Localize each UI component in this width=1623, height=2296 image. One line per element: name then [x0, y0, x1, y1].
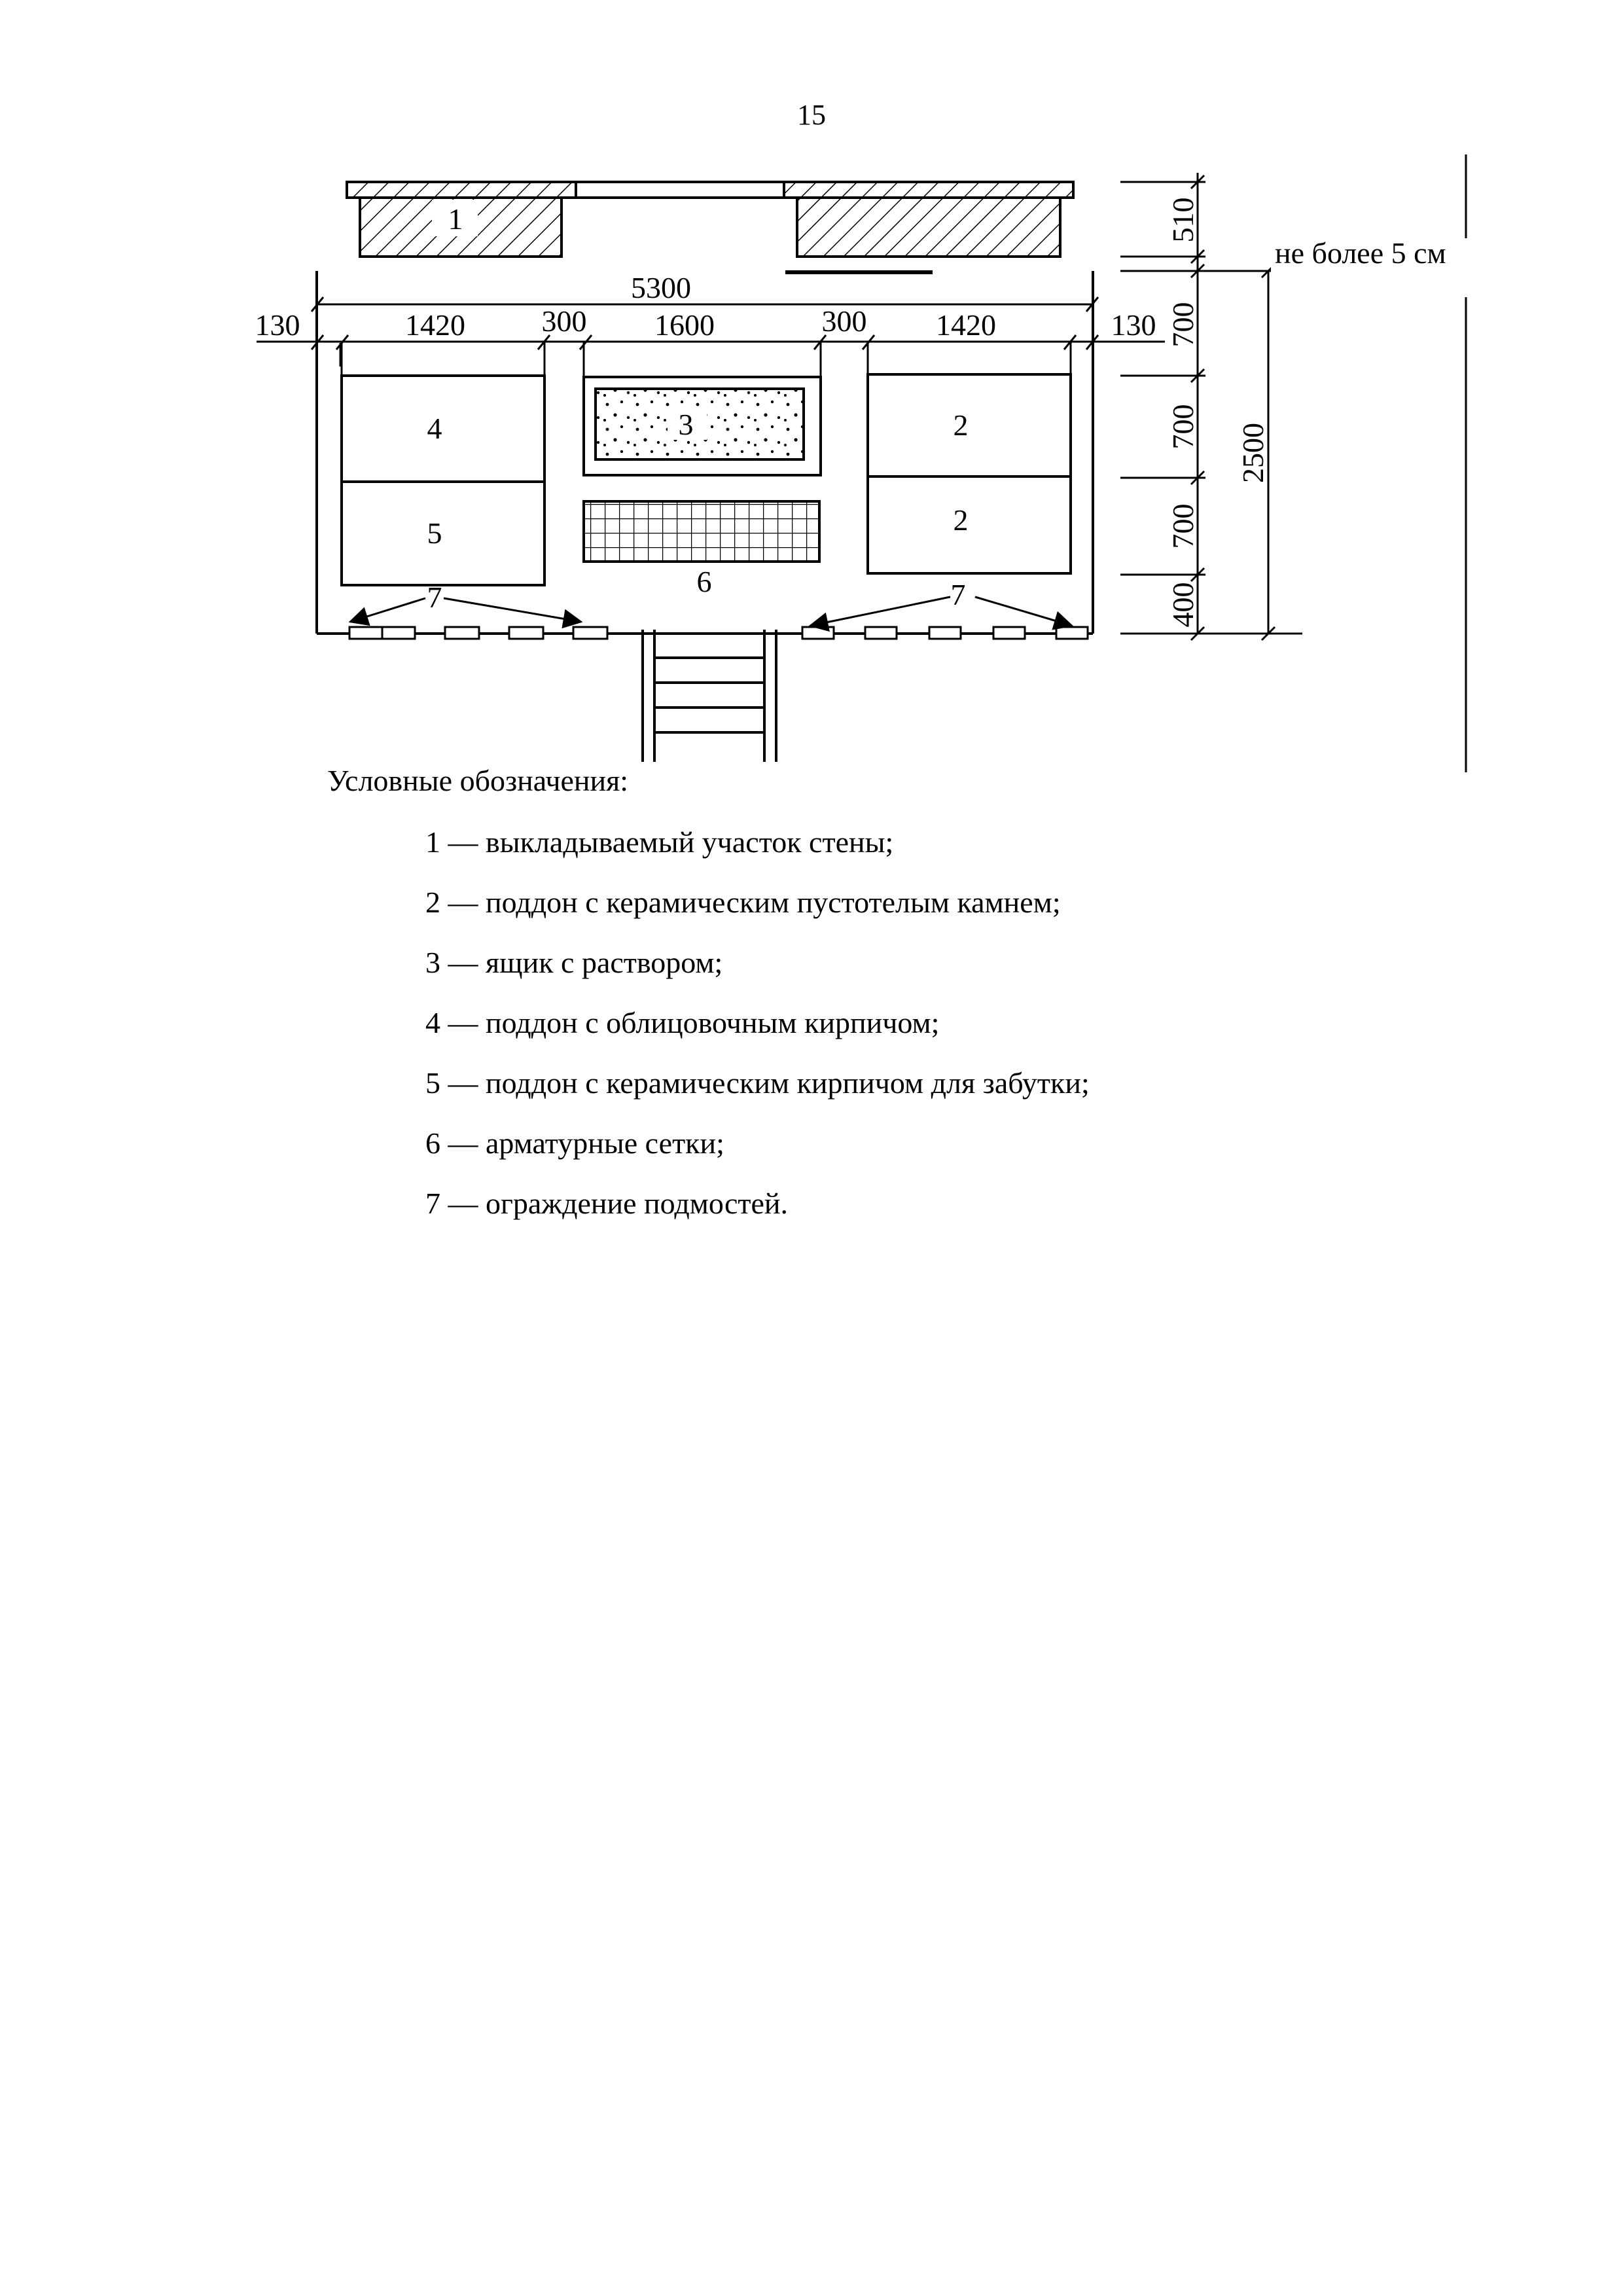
dim-zone-2: 700 [1166, 404, 1200, 450]
legend-item: 4 — поддон с облицовочным кирпичом; [425, 1006, 940, 1039]
facing-brick-label: 4 [427, 412, 442, 445]
ceramic-stone-bottom-label: 2 [953, 503, 969, 537]
legend-item: 1 — выкладываемый участок стены; [425, 825, 894, 859]
legend-list [327, 827, 1090, 1219]
legend-item: 7 — ограждение подмостей. [425, 1187, 789, 1220]
dim-gap-left: 300 [541, 304, 587, 338]
dim-pallet-right: 1420 [936, 308, 996, 342]
dim-zone-4: 400 [1166, 582, 1200, 628]
dim-total-width: 5300 [631, 271, 691, 304]
dim-margin-right: 130 [1111, 308, 1156, 342]
dim-zone-3: 700 [1166, 503, 1200, 549]
reinforcement-mesh [584, 501, 819, 562]
scaffold-layout-diagram [0, 0, 1623, 785]
mesh-label: 6 [696, 565, 712, 598]
legend-title: Условные обозначения: [327, 764, 629, 797]
legend-item: 5 — поддон с керамическим кирпичом для забутки; [425, 1066, 1090, 1100]
dim-zone-1: 700 [1166, 302, 1200, 348]
legend [327, 766, 1090, 1249]
pallet-ceramic-stone-bottom [868, 476, 1071, 573]
legend-item: 2 — поддон с керамическим пустотелым камнем; [425, 886, 1061, 919]
ladder [643, 630, 776, 762]
dim-gap-right: 300 [821, 304, 867, 338]
legend-item: 3 — ящик с раствором; [425, 946, 723, 979]
dim-pallet-left: 1420 [405, 308, 465, 342]
fence-label-right: 7 [950, 578, 966, 611]
dim-gap-note: не более 5 см [1275, 236, 1446, 270]
page-number: 15 [797, 99, 826, 131]
legend-item: 6 — арматурные сетки; [425, 1126, 724, 1160]
fence-label-left: 7 [427, 581, 442, 614]
filler-brick-label: 5 [427, 516, 442, 550]
dim-center-width: 1600 [654, 308, 715, 342]
pallet-facing-brick [342, 376, 544, 482]
ceramic-stone-top-label: 2 [953, 408, 969, 442]
dim-wall-thickness: 510 [1166, 197, 1200, 243]
pallet-ceramic-stone-top [868, 374, 1071, 476]
pallet-filler-brick [342, 482, 544, 585]
mortar-box-label: 3 [678, 408, 694, 441]
wall-label: 1 [448, 202, 463, 236]
dim-total-depth: 2500 [1236, 423, 1270, 483]
dim-margin-left: 130 [255, 308, 300, 342]
